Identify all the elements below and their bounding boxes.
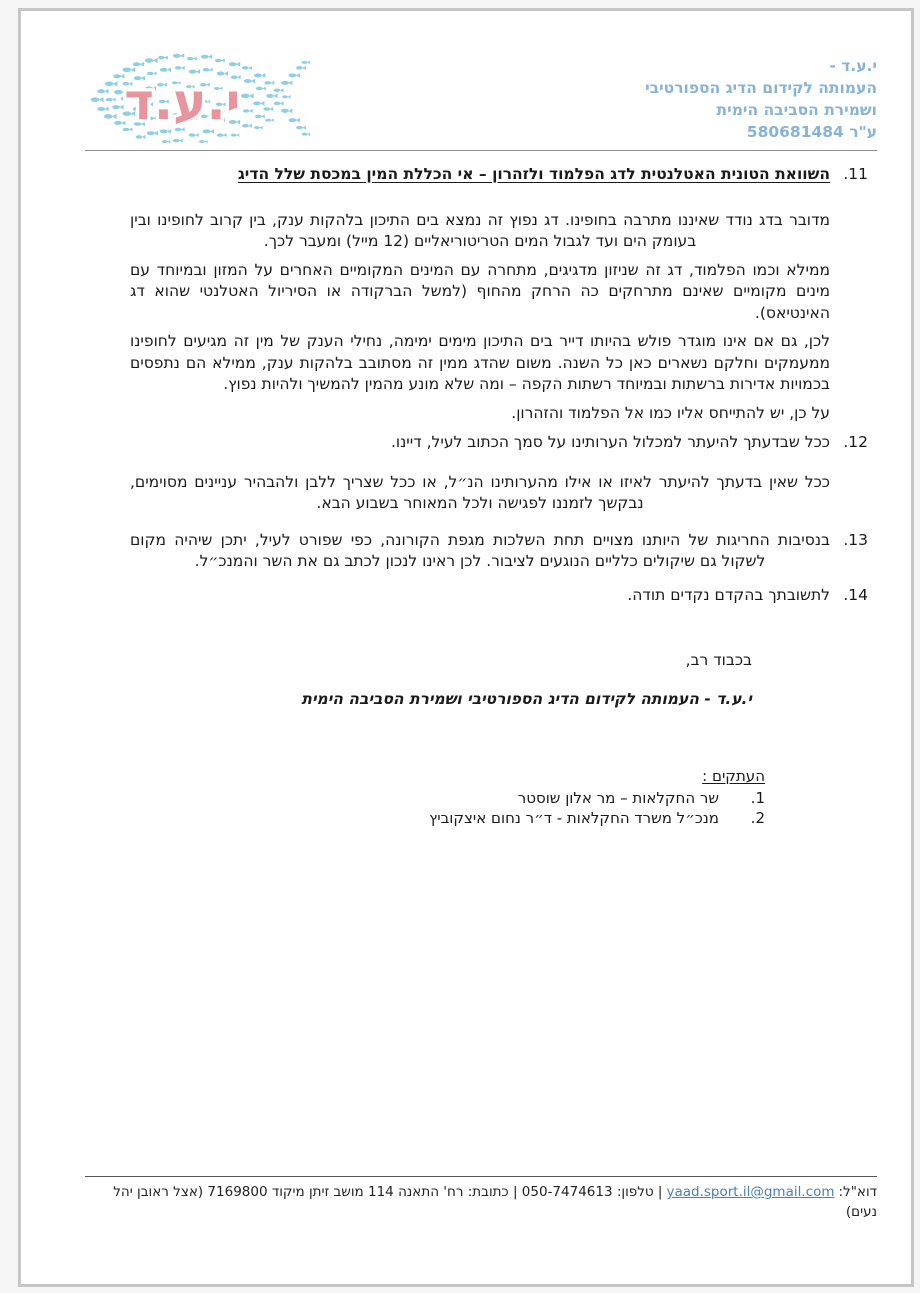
item-number: 13. xyxy=(843,530,868,549)
list-item-13 xyxy=(130,530,868,573)
copy-number: 2. xyxy=(750,809,765,827)
paragraph: לתשובתך בהקדם נקדים תודה. xyxy=(627,585,830,604)
letter-page xyxy=(18,8,914,1287)
copy-number: 1. xyxy=(750,788,765,807)
paragraph: מדובר בדג נודד שאיננו מתרבה בחופינו. דג נפוץ זה נמצא בים התיכון בלהקות ענק, בין קרוב לחופינו ובין בעומק הים ועד לגבול המים הטריטוריאליים (12 מייל) ומעבר לכך. xyxy=(130,210,830,250)
paragraph: ככל שבדעתך להיעתר למכלול הערותינו על סמך הכתוב לעיל, דיינו. xyxy=(390,433,830,451)
letter-body xyxy=(130,164,868,606)
paragraph: ממילא וכמו הפלמוד, דג זה שניזון מדגיגים, מתחרה עם המינים המקומיים האחרים על המזון ובמיוחד עם מינים מקומיים שאינם מתרחקים כה הרחק מהחוף (למשל הברקודה או הסיריול האטלנטי שהוא דג האינטיאס). xyxy=(130,260,830,322)
page-footer xyxy=(85,1176,877,1222)
footer-details: | טלפון: 050-7474613 | כתובת: רח' התאנה 114 מושב זיתן מיקוד 7169800 (אצל ראובן יהל נעים) xyxy=(113,1184,877,1220)
list-item-12 xyxy=(130,432,868,515)
item-number: 11. xyxy=(843,165,868,183)
copy-text: מנכ״ל משרד החקלאות - ד״ר נחום איצקוביץ xyxy=(429,809,719,827)
fish-school-logo-icon xyxy=(85,53,317,150)
copy-text: שר החקלאות – מר אלון שוסטר xyxy=(517,788,719,807)
org-name-line2: העמותה לקידום הדיג הספורטיבי xyxy=(645,79,877,97)
list-item-14 xyxy=(130,585,868,607)
copy-item-2 xyxy=(85,808,765,829)
copies-block xyxy=(85,766,765,829)
item-number: 12. xyxy=(843,433,868,451)
org-logo xyxy=(85,53,317,150)
paragraph: לכן, גם אם אינו מוגדר פולש בהיותו דייר בים התיכון מימים ימימה, נחילי הענק של מין זה מגיעים לחופינו ממעמקים וחלקם נשארים כאן כל השנה. משום שהדג ממין זה מסתובב בלהקות ענק, ממילא הם נתפסים בכמויות אדירות ברשתות ובמיוחד רשתות הקפה – ומה שלא מונע מהמין להמשיך ולהיות נפוץ. xyxy=(130,332,830,393)
paragraph: על כן, יש להתייחס אליו כמו אל הפלמוד והזהרון. xyxy=(511,403,830,422)
signature: י.ע.ד - העמותה לקידום הדיג הספורטיבי ושמירת הסביבה הימית xyxy=(301,689,752,708)
org-name-line3: ושמירת הסביבה הימית xyxy=(716,101,877,119)
email-label: דוא"ל: xyxy=(838,1184,877,1200)
header-divider xyxy=(85,150,877,151)
list-item-11 xyxy=(130,164,868,424)
copy-item-1 xyxy=(85,788,765,809)
item-number: 14. xyxy=(843,585,868,604)
footer-contact-line xyxy=(85,1182,877,1222)
closing-block xyxy=(85,650,752,710)
copies-title: העתקים : xyxy=(702,767,765,785)
email-link[interactable]: yaad.sport.il@gmail.com xyxy=(666,1184,835,1200)
paragraph: בנסיבות החריגות של היותנו מצויים תחת השלכות מגפת הקורונה, כפי שפורט לעיל, יתכן שיהיה מקום לשקול גם שיקולים כלליים הנוגעים לציבור. לכן ראינו לנכון לכתב גם את השר והמנכ״ל. xyxy=(130,530,830,570)
paragraph: ככל שאין בדעתך להיעתר לאיזו או אילו מהערותינו הנ״ל, או ככל שצריך ללבן ולהבהיר עניינים מסוימים, נבקשך לזמננו לפגישה ולכל המאוחר בשבוע הבא. xyxy=(130,472,830,512)
logo-text: י.ע.ד xyxy=(124,72,241,132)
org-name-short: י.ע.ד - xyxy=(829,57,877,75)
letterhead xyxy=(85,51,877,150)
org-registration-number: ע"ר 580681484 xyxy=(746,123,877,141)
salutation: בכבוד רב, xyxy=(685,651,752,669)
footer-divider xyxy=(85,1176,877,1177)
org-name-block xyxy=(645,55,877,143)
item-11-heading: השוואת הטונית האטלנטית לדג הפלמוד ולזהרון – אי הכללת המין במכסת שלל הדיג xyxy=(237,165,830,183)
